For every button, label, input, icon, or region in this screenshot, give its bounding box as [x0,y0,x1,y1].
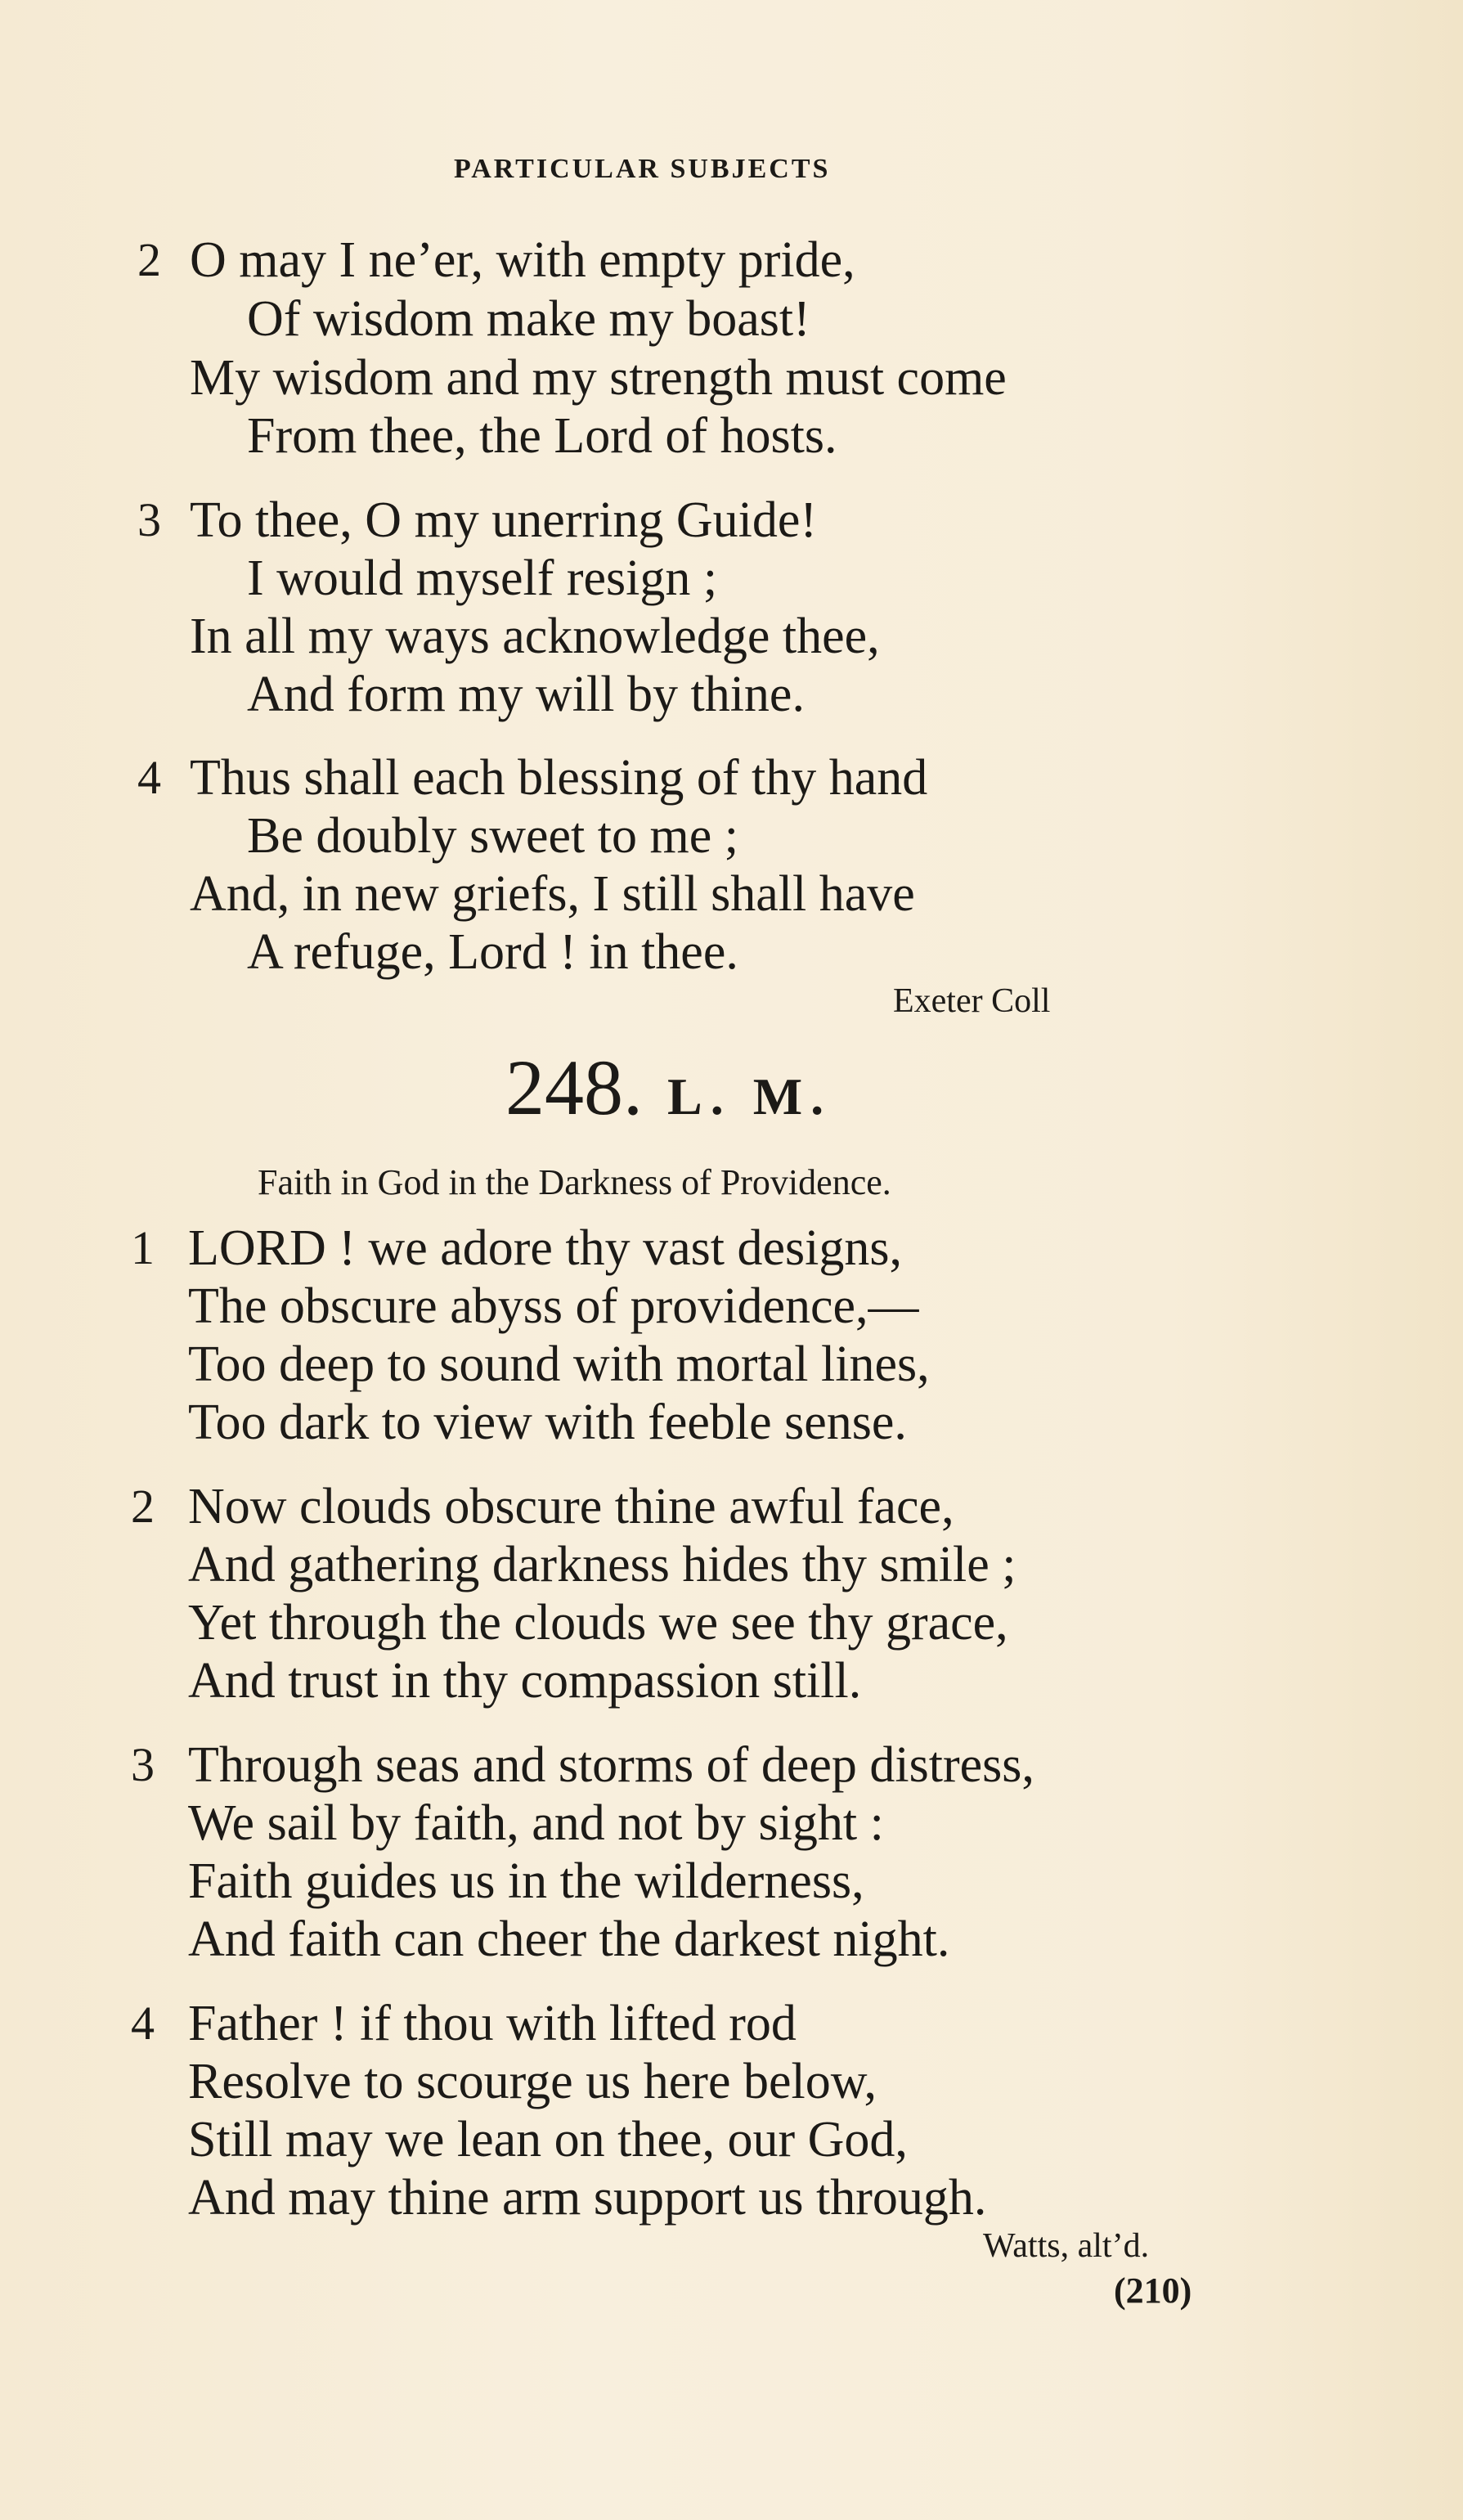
hymn-title: Faith in God in the Darkness of Providence. [258,1162,891,1202]
attribution: Watts, alt’d. [983,2227,1150,2265]
verse-line: In all my ways acknowledge thee, [190,609,880,664]
verse-line: Through seas and storms of deep distress, [188,1737,1034,1793]
verse-line: Still may we lean on thee, our God, [188,2112,908,2167]
verse-line: Yet through the clouds we see thy grace, [188,1595,1008,1651]
verse-line: The obscure abyss of providence,— [188,1278,919,1334]
verse-line: And gathering darkness hides thy smile ; [188,1537,1016,1592]
verse-line: Of wisdom make my boast! [247,291,810,347]
stanza-number: 1 [131,1221,155,1274]
verse-line: Faith guides us in the wilderness, [188,1853,864,1909]
verse-line: And form my will by thine. [247,667,805,722]
hymn-meter: L. M. [667,1067,832,1125]
verse-line: To thee, O my unerring Guide! [190,492,818,548]
verse-line: From thee, the Lord of hosts. [247,408,837,464]
verse-line: Now clouds obscure thine awful face, [188,1479,954,1534]
verse-line: And trust in thy compassion still. [188,1653,862,1709]
stanza-number: 3 [131,1738,155,1791]
verse-line: Thus shall each blessing of thy hand [190,750,928,806]
verse-line: We sail by faith, and not by sight : [188,1795,884,1851]
verse-line: Be doubly sweet to me ; [247,808,738,864]
hymn-number: 248. [505,1044,643,1131]
verse-line: And faith can cheer the darkest night. [188,1911,950,1967]
verse-line: A refuge, Lord ! in thee. [247,924,738,980]
stanza-number: 2 [137,233,161,286]
verse-line: My wisdom and my strength must come [190,350,1007,406]
stanza-number: 4 [131,1997,155,2050]
verse-line: And may thine arm support us through. [188,2170,987,2226]
stanza-number: 4 [137,751,161,804]
verse-line: Too deep to sound with mortal lines, [188,1336,930,1392]
verse-line: Resolve to scourge us here below, [188,2054,877,2109]
attribution: Exeter Coll [893,982,1051,1020]
stanza-number: 3 [137,493,161,546]
verse-line: Too dark to view with feeble sense. [188,1395,907,1450]
running-head: PARTICULAR SUBJECTS [454,154,831,184]
verse-line: LORD ! we adore thy vast designs, [188,1220,902,1276]
hymn-heading [505,1043,832,1142]
verse-line: I would myself resign ; [247,550,718,606]
page-number: (210) [1114,2271,1192,2311]
verse-line: Father ! if thou with lifted rod [188,1996,797,2051]
verse-line: And, in new griefs, I still shall have [190,866,915,922]
stanza-number: 2 [131,1480,155,1533]
verse-line: O may I ne’er, with empty pride, [190,232,855,288]
